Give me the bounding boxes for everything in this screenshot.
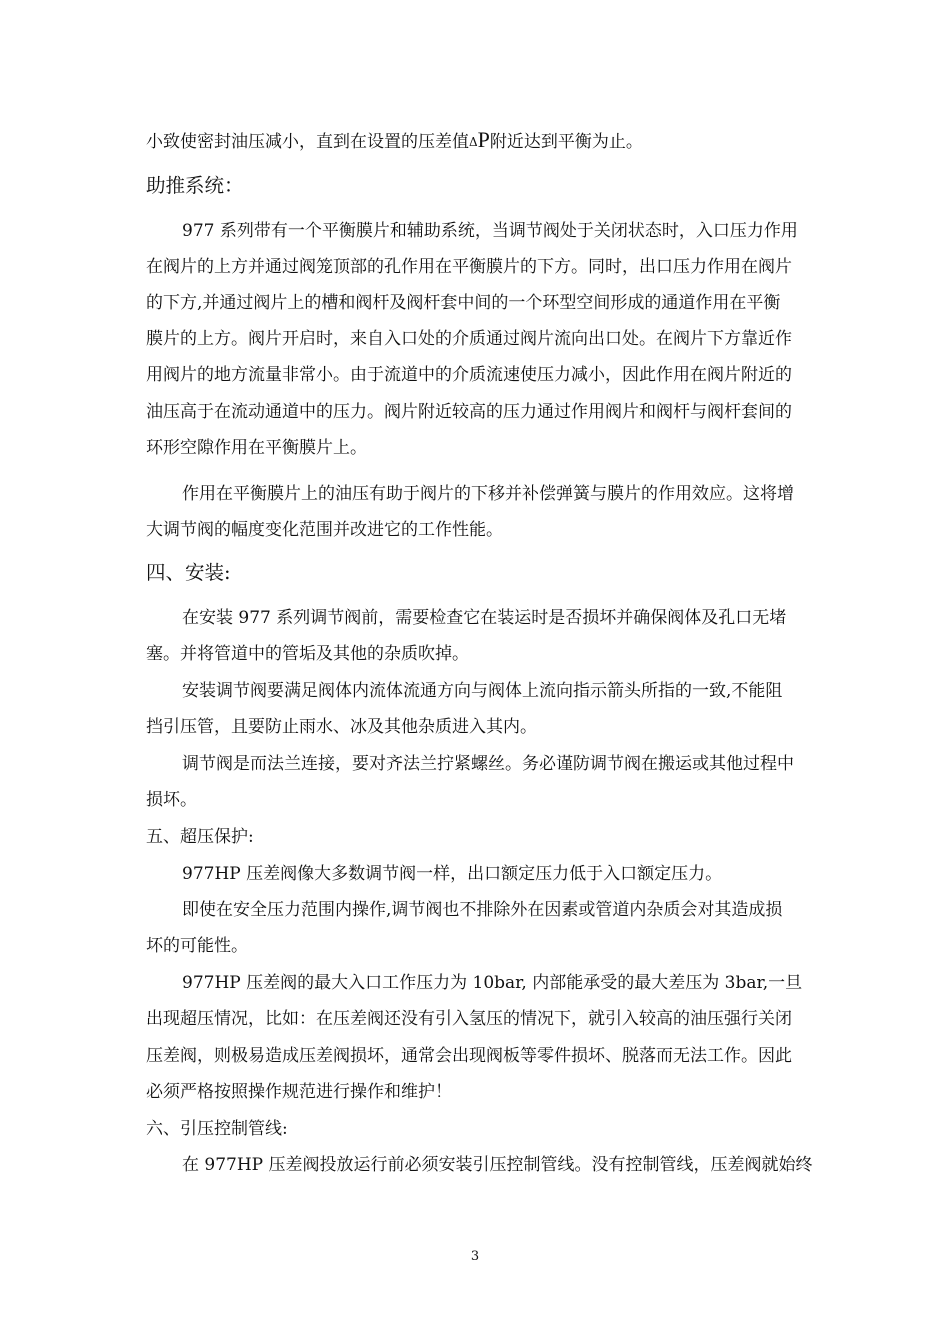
install-para1-line: 塞。并将管道中的管垢及其他的杂质吹掉。 [146,644,469,664]
install-para1-line: 在安装 977 系列调节阀前，需要检查它在装运时是否损坏并确保阀体及孔口无堵 [182,608,787,628]
section-heading-booster: 助推系统： [146,174,244,197]
intro-text-part1: 小致使密封油压减小，直到在设置的压差值 [146,132,469,152]
overpressure-para2-line: 即使在安全压力范围内操作,调节阀也不排除外在因素或管道内杂质会对其造成损 [182,900,783,920]
section-heading-control-line: 六、引压控制管线: [146,1119,288,1139]
section-heading-install: 四、安装: [146,561,231,584]
overpressure-para3-line: 977HP 压差阀的最大入口工作压力为 10bar, 内部能承受的最大差压为 3bar,一旦 [182,973,803,993]
overpressure-para3-line: 压差阀，则极易造成压差阀损坏，通常会出现阀板等零件损坏、脱落而无法工作。因此 [146,1046,792,1066]
booster-para1-line: 油压高于在流动通道中的压力。阀片附近较高的压力通过作用阀片和阀杆与阀杆套间的 [146,402,792,422]
booster-para1-line: 在阀片的上方并通过阀笼顶部的孔作用在平衡膜片的下方。同时，出口压力作用在阀片 [146,257,792,277]
booster-para1-line: 膜片的上方。阀片开启时，来自入口处的介质通过阀片流向出口处。在阀片下方靠近作 [146,329,792,349]
control-line-para1-line: 在 977HP 压差阀投放运行前必须安装引压控制管线。没有控制管线，压差阀就始终 [182,1155,813,1175]
install-para2-line: 挡引压管，且要防止雨水、冰及其他杂质进入其内。 [146,717,537,737]
overpressure-para3-line: 必须严格按照操作规范进行操作和维护！ [146,1082,452,1102]
booster-para1-line: 的下方,并通过阀片上的槽和阀杆及阀杆套中间的一个环型空间形成的通道作用在平衡 [146,293,781,313]
booster-para1-line: 环形空隙作用在平衡膜片上。 [146,438,367,458]
install-para2-line: 安装调节阀要满足阀体内流体流通方向与阀体上流向指示箭头所指的一致,不能阻 [182,681,783,701]
booster-para2-line: 大调节阀的幅度变化范围并改进它的工作性能。 [146,520,503,540]
p-symbol: P [477,127,490,152]
booster-para1-line: 用阀片的地方流量非常小。由于流道中的介质流速使压力减小，因此作用在阀片附近的 [146,365,792,385]
intro-line [146,128,866,154]
section-heading-overpressure: 五、超压保护: [146,827,254,847]
delta-symbol: Δ [469,135,478,149]
overpressure-para1-line: 977HP 压差阀像大多数调节阀一样，出口额定压力低于入口额定压力。 [182,864,723,884]
install-para3-line: 调节阀是而法兰连接，要对齐法兰拧紧螺丝。务必谨防调节阀在搬运或其他过程中 [182,754,794,774]
overpressure-para2-line: 坏的可能性。 [146,936,248,956]
install-para3-line: 损坏。 [146,790,197,810]
intro-text-part2: 附近达到平衡为止。 [489,132,643,152]
overpressure-para3-line: 出现超压情况，比如：在压差阀还没有引入氢压的情况下，就引入较高的油压强行关闭 [146,1009,792,1029]
booster-para2-line: 作用在平衡膜片上的油压有助于阀片的下移并补偿弹簧与膜片的作用效应。这将增 [182,484,794,504]
booster-para1-line: 977 系列带有一个平衡膜片和辅助系统，当调节阀处于关闭状态时，入口压力作用 [182,221,798,241]
page-number: 3 [470,1249,480,1264]
